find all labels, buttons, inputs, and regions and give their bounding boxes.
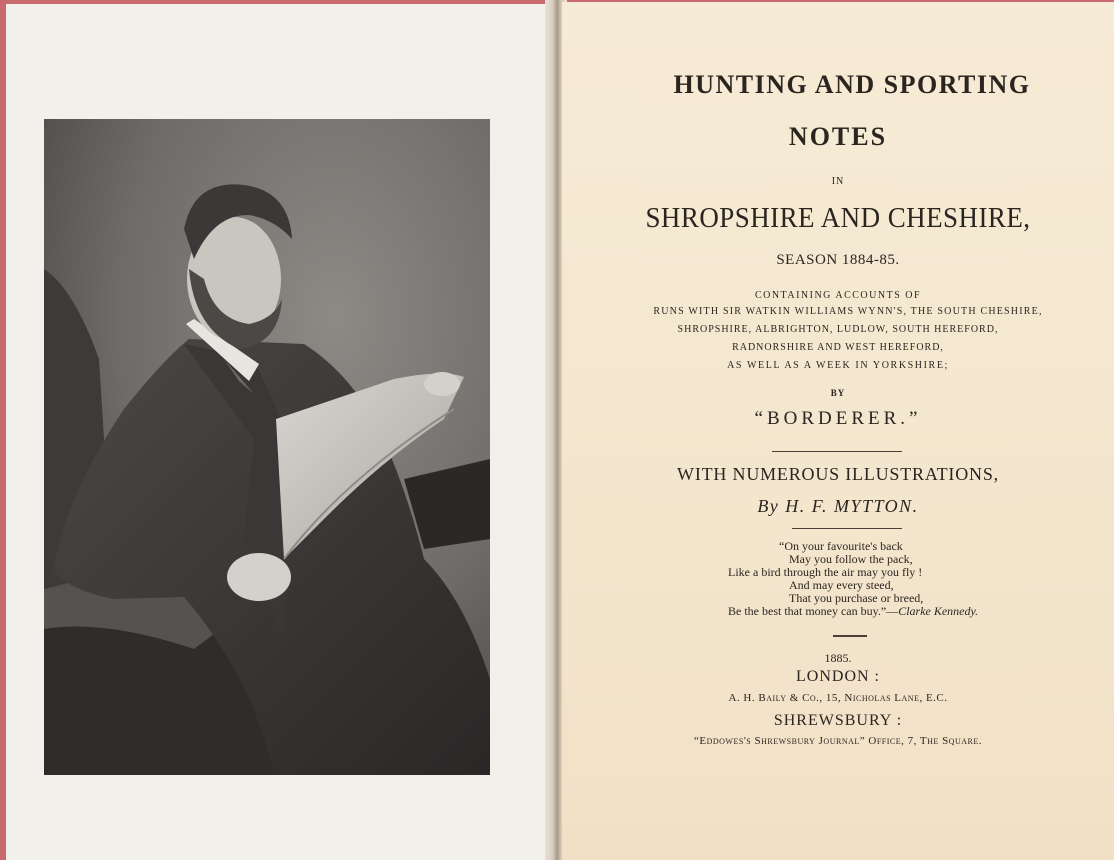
title-line-2: NOTES	[788, 122, 888, 151]
poem-line: “On your favourite's back	[779, 539, 903, 553]
shrewsbury-heading: SHREWSBURY :	[773, 712, 903, 729]
title-region: SHROPSHIRE AND CHESHIRE,	[645, 202, 1031, 234]
runs-line-2: SHROPSHIRE, ALBRIGHTON, LUDLOW, SOUTH HEREFORD,	[677, 324, 999, 335]
author-pseudonym: “BORDERER.”	[754, 408, 922, 429]
poem-line	[728, 605, 978, 618]
runs-line-3: RADNORSHIRE AND WEST HEREFORD,	[732, 342, 944, 353]
poem-line: May you follow the pack,	[789, 552, 913, 566]
divider-rule	[772, 451, 902, 452]
divider-rule	[792, 528, 902, 529]
london-publisher: A. H. Baily & Co., 15, Nicholas Lane, E.C.	[728, 692, 948, 704]
title-page	[562, 2, 1114, 860]
runs-line-1: RUNS WITH SIR WATKIN WILLIAMS WYNN'S, THE SOUTH CHESHIRE,	[653, 306, 1043, 317]
portrait-image	[44, 119, 490, 775]
title-line-1: HUNTING AND SPORTING	[673, 70, 1031, 99]
containing-line: CONTAINING ACCOUNTS OF	[754, 290, 922, 301]
illustrations-line: WITH NUMEROUS ILLUSTRATIONS,	[677, 464, 999, 484]
runs-line-4: AS WELL AS A WEEK IN YORKSHIRE;	[727, 360, 949, 371]
title-in: IN	[831, 176, 845, 187]
poem-last-line: Be the best that money can buy.”—	[728, 604, 899, 618]
poem-attribution: Clarke Kennedy.	[898, 604, 979, 618]
poem-line: Like a bird through the air may you fly !	[728, 565, 923, 579]
by-line: BY	[830, 388, 846, 398]
london-heading: LONDON :	[796, 668, 880, 685]
poem-line: And may every steed,	[789, 578, 894, 592]
divider-rule	[833, 635, 867, 637]
poem-line: That you purchase or breed,	[789, 591, 924, 605]
season-line: SEASON 1884-85.	[776, 252, 900, 268]
publication-year: 1885.	[824, 651, 852, 665]
frontispiece-portrait-photo	[44, 119, 490, 775]
shrewsbury-publisher: “Eddowes's Shrewsbury Journal” Office, 7, The Square.	[694, 735, 982, 747]
illustrator-line: By H. F. MYTTON.	[757, 496, 919, 516]
